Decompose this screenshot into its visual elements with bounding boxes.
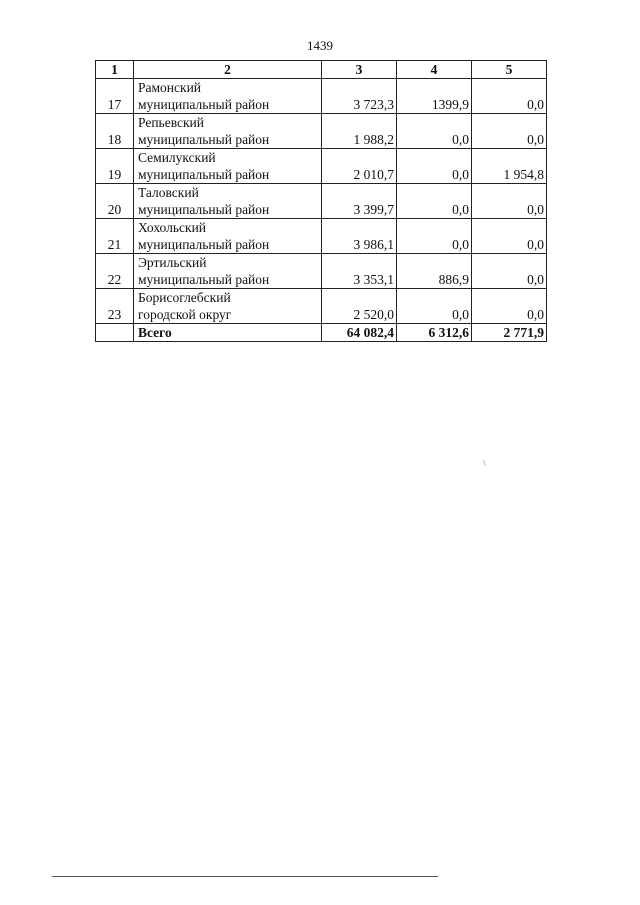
- table-row: [96, 149, 547, 184]
- row-number: 22: [96, 254, 134, 289]
- value-col5: 0,0: [472, 219, 547, 254]
- table-row: [96, 184, 547, 219]
- value-col5: 0,0: [472, 79, 547, 114]
- district-name-line2: муниципальный район: [138, 97, 270, 112]
- total-col3: 64 082,4: [322, 324, 397, 342]
- district-name: [134, 219, 322, 254]
- district-name: [134, 79, 322, 114]
- value-col3: 1 988,2: [322, 114, 397, 149]
- row-number: 20: [96, 184, 134, 219]
- column-header-5: 5: [472, 61, 547, 79]
- scan-speck: [483, 460, 486, 466]
- district-name-line2: муниципальный район: [138, 237, 270, 252]
- column-header-3: 3: [322, 61, 397, 79]
- column-header-2: 2: [134, 61, 322, 79]
- value-col3: 3 723,3: [322, 79, 397, 114]
- value-col5: 0,0: [472, 289, 547, 324]
- row-number: 21: [96, 219, 134, 254]
- district-name: [134, 149, 322, 184]
- value-col5: 1 954,8: [472, 149, 547, 184]
- district-name-line1: Таловский: [138, 185, 199, 200]
- value-col3: 3 353,1: [322, 254, 397, 289]
- total-col4: 6 312,6: [397, 324, 472, 342]
- value-col3: 2 520,0: [322, 289, 397, 324]
- row-number: 18: [96, 114, 134, 149]
- value-col4: 0,0: [397, 219, 472, 254]
- footer-divider: [52, 876, 438, 877]
- district-name: [134, 289, 322, 324]
- value-col3: 2 010,7: [322, 149, 397, 184]
- row-number: 19: [96, 149, 134, 184]
- data-table: [95, 60, 547, 342]
- table-row: [96, 254, 547, 289]
- value-col3: 3 399,7: [322, 184, 397, 219]
- value-col4: 0,0: [397, 114, 472, 149]
- district-name-line1: Хохольский: [138, 220, 207, 235]
- table-header-row: [96, 61, 547, 79]
- district-name-line1: Эртильский: [138, 255, 207, 270]
- district-name-line1: Рамонский: [138, 80, 202, 95]
- district-name-line1: Семилукский: [138, 150, 216, 165]
- district-name: [134, 184, 322, 219]
- district-name: [134, 254, 322, 289]
- table-row: [96, 219, 547, 254]
- row-number: 17: [96, 79, 134, 114]
- district-name: [134, 114, 322, 149]
- value-col3: 3 986,1: [322, 219, 397, 254]
- total-col5: 2 771,9: [472, 324, 547, 342]
- page-number: 1439: [307, 38, 333, 53]
- value-col5: 0,0: [472, 254, 547, 289]
- district-name-line1: Репьевский: [138, 115, 204, 130]
- value-col4: 1399,9: [397, 79, 472, 114]
- table-row: [96, 79, 547, 114]
- district-name-line2: муниципальный район: [138, 167, 270, 182]
- row-number: 23: [96, 289, 134, 324]
- total-row: [96, 324, 547, 342]
- value-col4: 0,0: [397, 149, 472, 184]
- district-name-line2: муниципальный район: [138, 272, 270, 287]
- total-empty-cell: [96, 324, 134, 342]
- value-col4: 0,0: [397, 289, 472, 324]
- table-row: [96, 114, 547, 149]
- district-name-line1: Борисоглебский: [138, 290, 231, 305]
- district-name-line2: городской округ: [138, 307, 232, 322]
- value-col4: 886,9: [397, 254, 472, 289]
- table-row: [96, 289, 547, 324]
- column-header-1: 1: [96, 61, 134, 79]
- district-name-line2: муниципальный район: [138, 132, 270, 147]
- total-label: Всего: [134, 324, 322, 342]
- value-col5: 0,0: [472, 114, 547, 149]
- column-header-4: 4: [397, 61, 472, 79]
- value-col5: 0,0: [472, 184, 547, 219]
- value-col4: 0,0: [397, 184, 472, 219]
- district-name-line2: муниципальный район: [138, 202, 270, 217]
